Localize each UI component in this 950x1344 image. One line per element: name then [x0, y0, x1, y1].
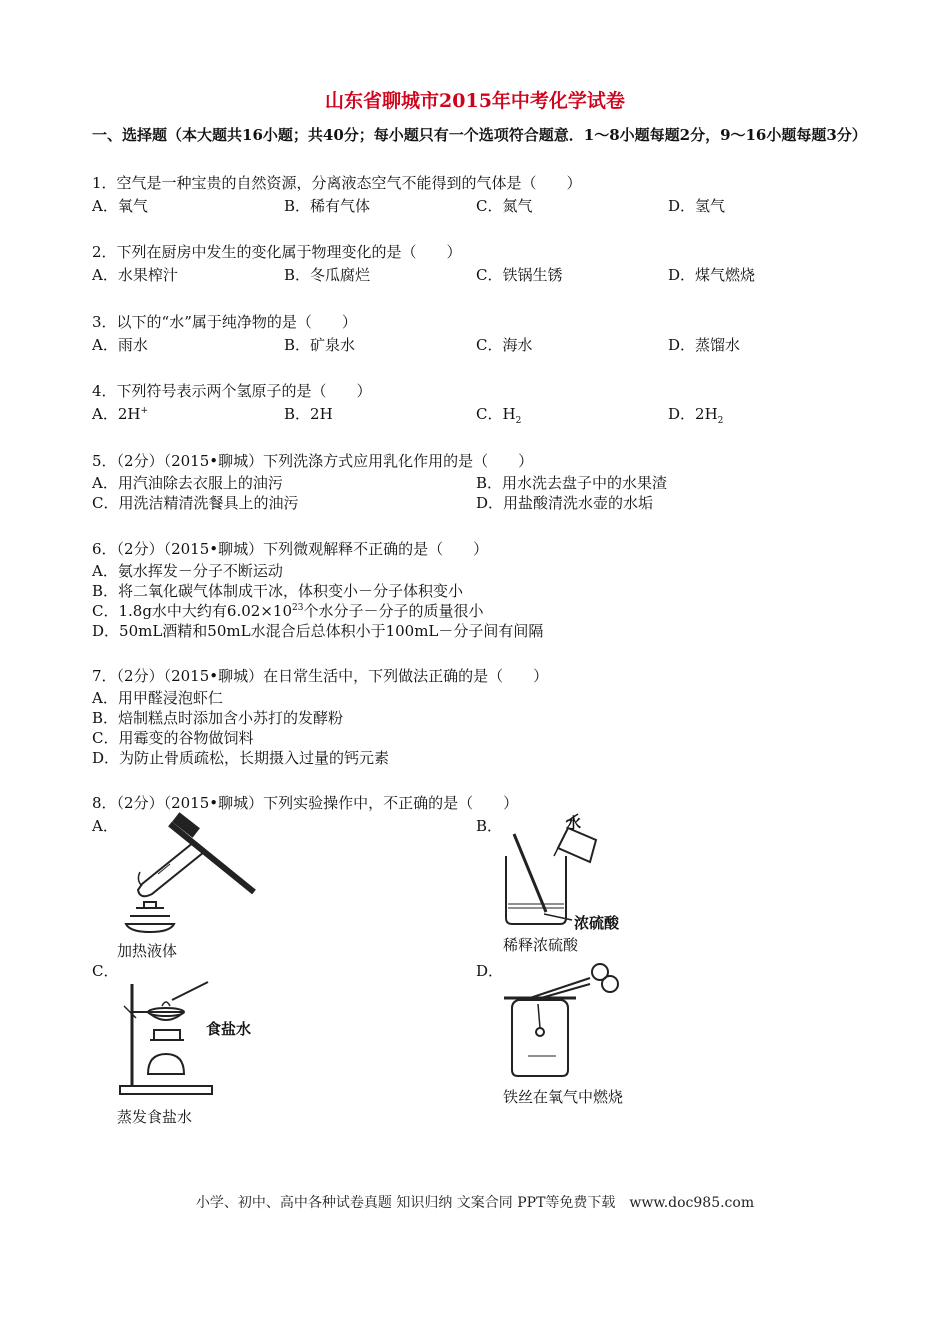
question-8-option-b: B． [476, 817, 503, 835]
question-1-option-c: C．氮气 [476, 197, 533, 215]
heating-liquid-figure [112, 812, 272, 937]
iron-wire-figure [500, 960, 640, 1082]
question-7-stem: 7．（2分）（2015•聊城）在日常生活中，下列做法正确的是（ ） [92, 667, 549, 685]
question-3-stem: 3．以下的“水”属于纯净物的是（ ） [92, 313, 357, 331]
question-6-option-a: A．氨水挥发－分子不断运动 [92, 562, 283, 580]
question-4-option-a: A．2H+ [92, 405, 149, 423]
question-5-stem: 5．（2分）（2015•聊城）下列洗涤方式应用乳化作用的是（ ） [92, 452, 534, 470]
section-heading: 一、选择题（本大题共16小题；共40分；每小题只有一个选项符合题意．1～8小题每题2分，9～16小题每题3分） [92, 126, 867, 144]
question-2-option-d: D．煤气燃烧 [668, 266, 756, 284]
question-8-option-a: A． [92, 817, 118, 835]
page-footer: 小学、初中、高中各种试卷真题 知识归纳 文案合同 PPT等免费下载 www.doc985.com [195, 1195, 755, 1211]
question-8-stem: 8．（2分）（2015•聊城）下列实验操作中，不正确的是（ ） [92, 794, 519, 812]
question-8-option-d: D． [476, 962, 504, 980]
question-2-option-b: B．冬瓜腐烂 [284, 266, 371, 284]
question-2-option-c: C．铁锅生锈 [476, 266, 563, 284]
figure-b-water-label: 水 [566, 814, 582, 832]
question-4-stem: 4．下列符号表示两个氢原子的是（ ） [92, 382, 372, 400]
question-6-option-c: C．1.8g水中大约有$6.02\times 10^{23}$个水分子－分子的质量很小 [92, 602, 484, 620]
question-4-option-b: B．2H [284, 405, 333, 423]
question-5-option-c: C．用洗洁精清洗餐具上的油污 [92, 494, 299, 512]
question-2-option-a: A．水果榨汁 [92, 266, 178, 284]
question-7-option-d: D．为防止骨质疏松，长期摄入过量的钙元素 [92, 749, 390, 767]
question-1-stem: 1．空气是一种宝贵的自然资源，分离液态空气不能得到的气体是（ ） [92, 174, 582, 192]
question-6-option-d: D．50mL酒精和50mL水混合后总体积小于100mL－分子间有间隔 [92, 622, 544, 640]
question-1-option-d: D．氢气 [668, 197, 726, 215]
question-3-option-a: A．雨水 [92, 336, 148, 354]
figure-d-caption: 铁丝在氧气中燃烧 [503, 1088, 624, 1106]
question-7-option-a: A．用甲醛浸泡虾仁 [92, 689, 223, 707]
question-5-option-b: B．用水洗去盘子中的水果渣 [476, 474, 668, 492]
page-title: 山东省聊城市2015年中考化学试卷 [325, 90, 625, 112]
question-3-option-c: C．海水 [476, 336, 533, 354]
question-3-option-b: B．矿泉水 [284, 336, 356, 354]
figure-b-caption: 稀释浓硫酸 [503, 936, 579, 954]
figure-b-acid-label: 浓硫酸 [574, 914, 620, 932]
question-6-stem: 6．（2分）（2015•聊城）下列微观解释不正确的是（ ） [92, 540, 489, 558]
figure-a-caption: 加热液体 [117, 942, 178, 960]
figure-c-salt-label: 食盐水 [206, 1020, 252, 1038]
question-8-option-c: C． [92, 962, 119, 980]
question-4-option-c: C．$H_2$ [476, 405, 522, 426]
question-7-option-c: C．用霉变的谷物做饲料 [92, 729, 254, 747]
question-5-option-d: D．用盐酸清洗水壶的水垢 [476, 494, 654, 512]
question-2-stem: 2．下列在厨房中发生的变化属于物理变化的是（ ） [92, 243, 462, 261]
question-1-option-a: A．氧气 [92, 197, 148, 215]
question-5-option-a: A．用汽油除去衣服上的油污 [92, 474, 283, 492]
figure-c-caption: 蒸发食盐水 [117, 1108, 193, 1126]
question-7-option-b: B．焙制糕点时添加含小苏打的发酵粉 [92, 709, 344, 727]
question-6-option-b: B．将二氧化碳气体制成干冰，体积变小－分子体积变小 [92, 582, 464, 600]
question-3-option-d: D．蒸馏水 [668, 336, 741, 354]
question-1-option-b: B．稀有气体 [284, 197, 371, 215]
question-4-option-d: D．$2H_2$ [668, 405, 724, 426]
